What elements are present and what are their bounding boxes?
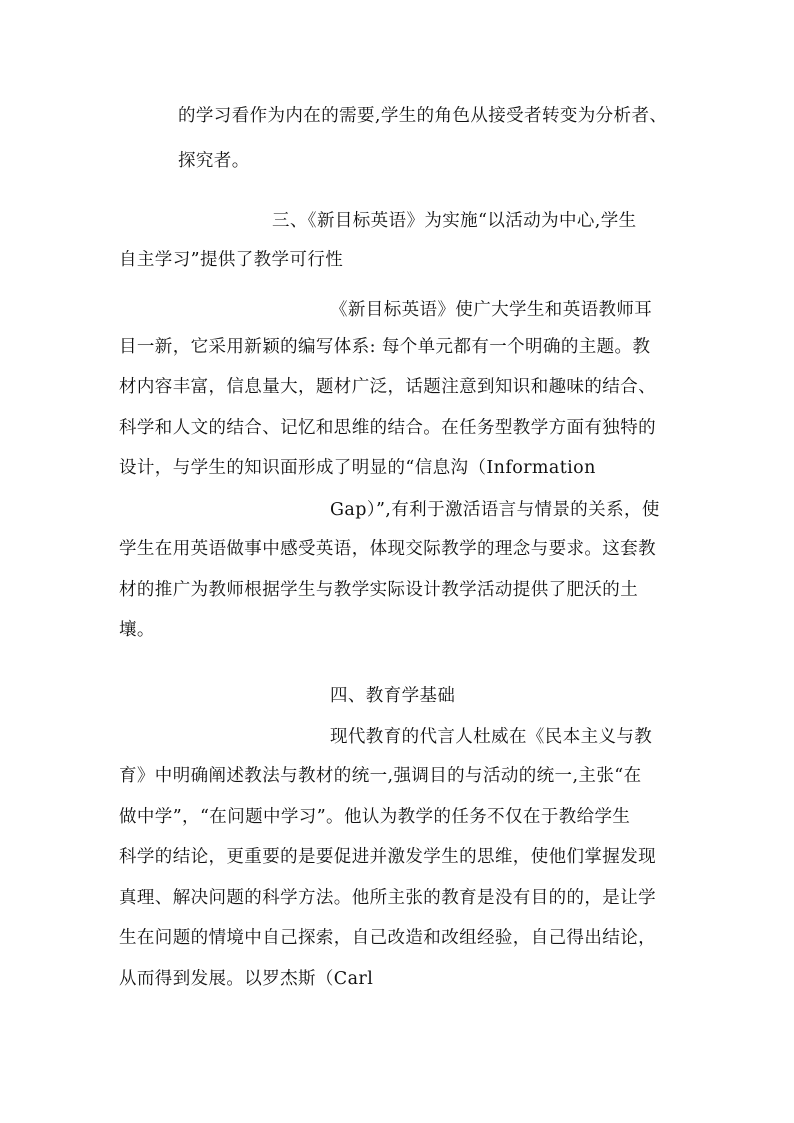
text-line-13: 壤。 (119, 620, 155, 640)
text-line-11: 学生在用英语做事中感受英语，体现交际教学的理念与要求。这套教 (119, 539, 656, 559)
text-line-5: 《新目标英语》使广大学生和英语教师耳 (330, 300, 653, 320)
text-line-12: 材的推广为教师根据学生与教学实际设计教学活动提供了肥沃的土 (119, 580, 639, 600)
text-line-10: Gap）”,有利于激活语言与情景的关系，使 (330, 500, 660, 520)
text-line-15: 现代教育的代言人杜威在《民本主义与教 (330, 727, 653, 747)
text-line-16: 育》中明确阐述教法与教材的统一,强调目的与活动的统一,主张“在 (119, 766, 642, 786)
text-line-2: 探究者。 (178, 151, 250, 171)
text-line-18: 科学的结论，更重要的是要促进并激发学生的思维，使他们掌握发现 (119, 847, 656, 867)
text-line-1: 的学习看作为内在的需要,学生的角色从接受者转变为分析者、 (178, 106, 668, 126)
text-line-19: 真理、解决问题的科学方法。他所主张的教育是没有目的的，是让学 (119, 888, 656, 908)
text-line-8: 科学和人文的结合、记忆和思维的结合。在任务型教学方面有独特的 (119, 418, 656, 438)
text-line-7: 材内容丰富，信息量大，题材广泛，话题注意到知识和趣味的结合、 (119, 377, 656, 397)
text-line-17: 做中学”，“在问题中学习”。他认为教学的任务不仅在于教给学生 (119, 807, 631, 827)
text-line-20: 生在问题的情境中自己探索，自己改造和改组经验，自己得出结论， (119, 928, 656, 948)
section-heading-4: 四、教育学基础 (330, 686, 456, 706)
section-heading-3: 三、《新目标英语》为实施“以活动为中心,学生 (272, 211, 637, 231)
section-heading-3-cont: 自主学习”提供了教学可行性 (119, 250, 344, 270)
text-line-6: 目一新，它采用新颖的编写体系: 每个单元都有一个明确的主题。教 (119, 337, 651, 357)
text-line-21: 从而得到发展。以罗杰斯（Carl (119, 969, 374, 989)
text-line-9: 设计，与学生的知识面形成了明显的“信息沟（Information (119, 458, 596, 478)
